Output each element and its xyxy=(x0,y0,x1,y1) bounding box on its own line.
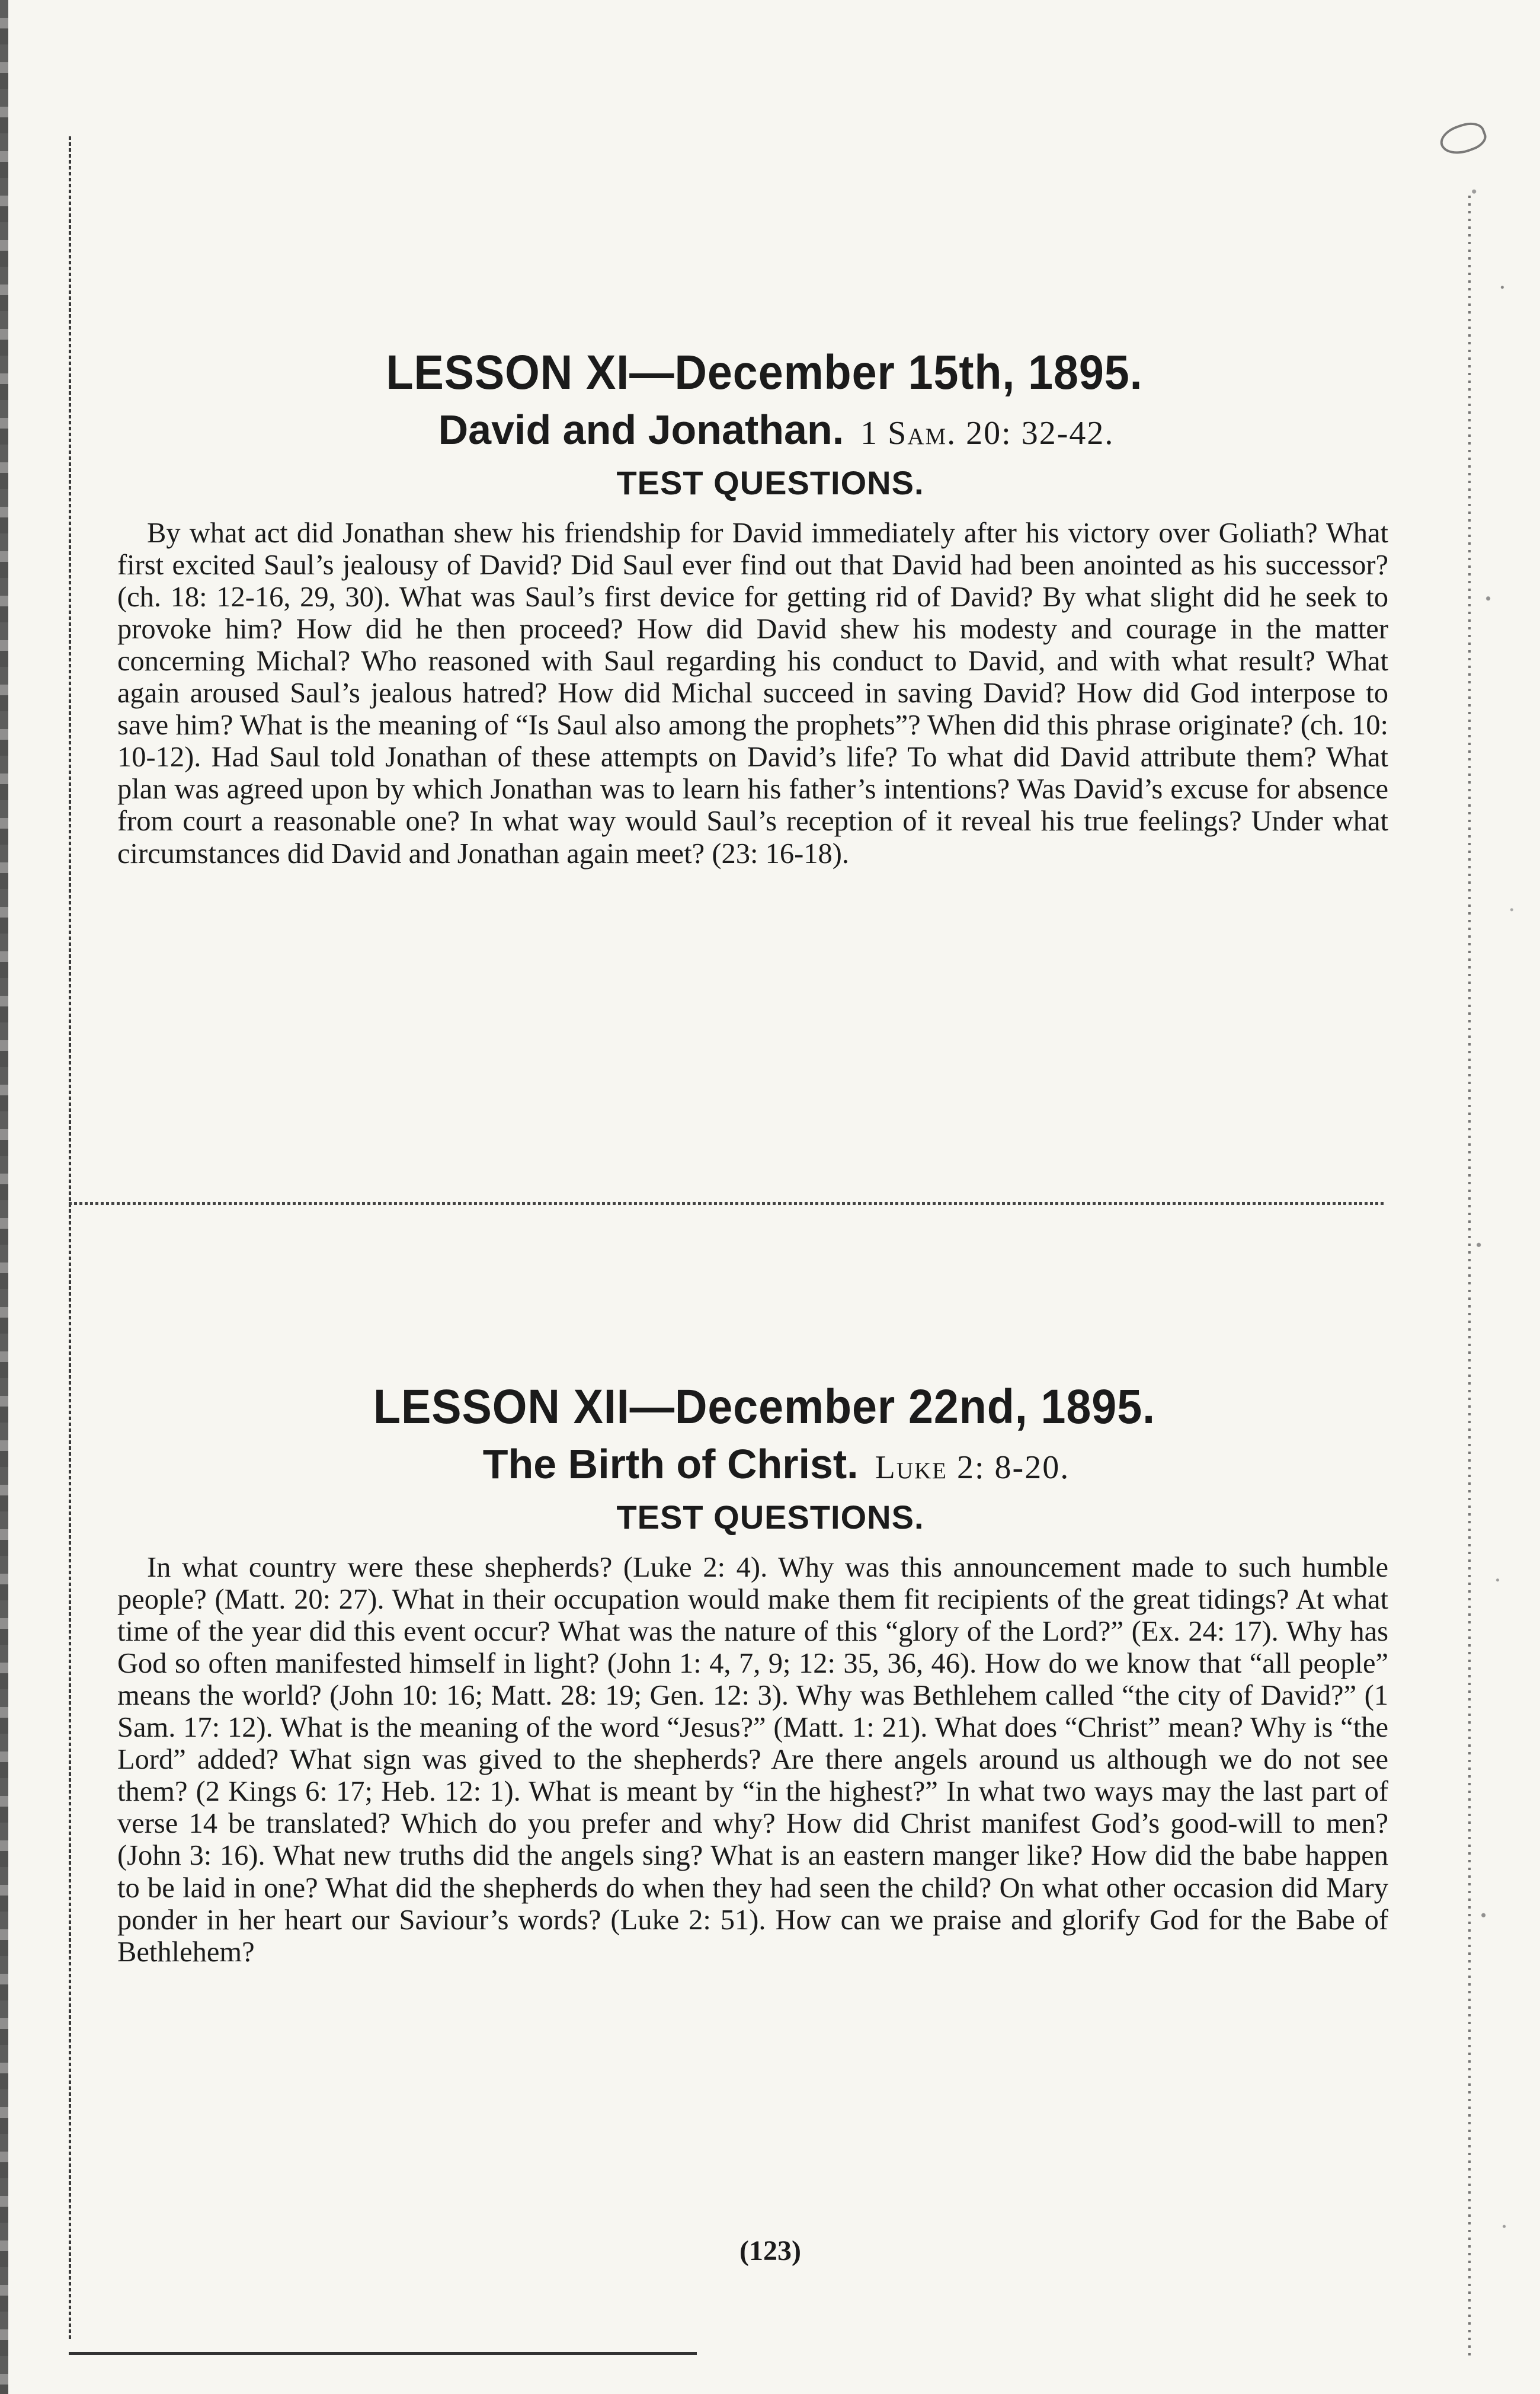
questions-paragraph: By what act did Jonathan shew his friendship for David immediately after his victory over Goliath? What first excited Saul’s jealousy of David? Did Saul ever find out that David had been anointed as his successor? (ch. 18: 12-16, 29, 30). What was Saul’s first device for getting rid of David? By what slight did he seek to provoke him? How did he then proceed? How did David shew his modesty and courage in the matter concerning Michal? Who reasoned with Saul regarding his conduct to David, and with what result? What again aroused Saul’s jealous hatred? How did Michal succeed in saving David? How did God interpose to save him? What is the meaning of “Is Saul also among the prophets”? When did this phrase originate? (ch. 10: 10-12). Had Saul told Jonathan of these attempts on David’s life? To what did David attribute them? What plan was agreed upon by which Jonathan was to learn his father’s intentions? Was David’s excuse for absence from court a reasonable one? In what way would Saul’s reception of it reveal his true feelings? Under what circumstances did David and Jonathan again meet? (23: 16-18). xyxy=(117,517,1388,870)
scripture-reference: Luke 2: 8-20. xyxy=(875,1449,1070,1487)
bottom-rule xyxy=(69,2352,697,2355)
page-number: (123) xyxy=(739,2235,801,2267)
section-divider xyxy=(69,1202,1384,1205)
lesson-xi xyxy=(113,344,1392,870)
scan-speckle xyxy=(1446,0,1540,2394)
binding-edge xyxy=(0,0,8,2394)
lesson-title: LESSON XI—December 15th, 1895. xyxy=(386,346,1143,399)
lesson-topic: David and Jonathan. xyxy=(438,407,844,453)
lesson-title: LESSON XII—December 22nd, 1895. xyxy=(373,1380,1155,1434)
test-questions-heading: TEST QUESTIONS. xyxy=(616,464,924,501)
lesson-subtitle xyxy=(160,404,1392,456)
questions-paragraph: In what country were these shepherds? (Luke 2: 4). Why was this announcement made to such humble people? (Matt. 20: 27). What in their occupation would make them fit recipients of the great tidings? At what time of the year did this event occur? What was the nature of this “glory of the Lord?” (Ex. 24: 17). Why has God so often manifested himself in light? (John 1: 4, 7, 9; 12: 35, 36, 46). How do we know that “all people” means the world? (John 10: 16; Matt. 28: 19; Gen. 12: 3). Why was Bethlehem called “the city of David?” (1 Sam. 17: 12). What is the meaning of the word “Jesus?” (Matt. 1: 21). What does “Christ” mean? Why is “the Lord” added? What sign was gived to the shepherds? Are there angels around us although we do not see them? (2 Kings 6: 17; Heb. 12: 1). What is meant by “in the highest?” In what two ways may the last part of verse 14 be translated? Which do you prefer and why? How did Christ manifest God’s good-will to men? (John 3: 16). What new truths did the angels sing? What is an eastern manger like? How did the babe happen to be laid in one? What did the shepherds do when they had seen the child? On what other occasion did Mary ponder in her heart our Saviour’s words? (Luke 2: 51). How can we praise and glorify God for the Babe of Bethlehem? xyxy=(117,1551,1388,1968)
lesson-topic: The Birth of Christ. xyxy=(482,1441,859,1488)
test-questions-heading: TEST QUESTIONS. xyxy=(616,1498,924,1536)
left-margin-rule xyxy=(69,136,71,2341)
lesson-xii xyxy=(113,1378,1392,1968)
scripture-reference: 1 Sam. 20: 32-42. xyxy=(860,415,1115,452)
lesson-subtitle xyxy=(160,1439,1392,1491)
